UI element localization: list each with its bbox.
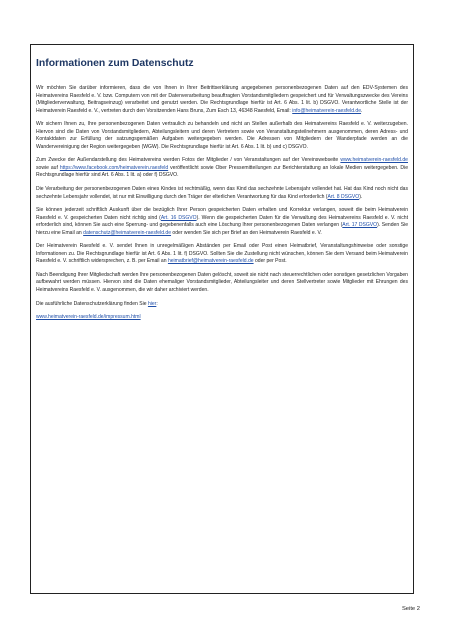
facebook-link[interactable]: https://www.facebook.com/heimatverein.raesfeld	[59, 164, 169, 171]
paragraph-impressum	[36, 314, 408, 322]
paragraph-deletion: Nach Beendigung Ihrer Mitgliedschaft werden Ihre personenbezogenen Daten gelöscht, soweit sie nicht nach steuerrechtlichen oder sonstigen gesetzlichen Vorgaben aufbewahrt werden müssen. Hiervon sind die Daten ehemaliger Vorstandsmitglieder, Abteilungsleiter und deren Stellvertreter sowie Mitglieder mit Ehrungen des Heimatvereins Raesfeld e. V. ausgenommen, die wir daher archiviert werden.	[36, 271, 408, 294]
page-number: Seite 2	[401, 606, 420, 612]
email-link-info[interactable]: info@heimatverein-raesfeld.de	[292, 107, 362, 114]
document-frame	[30, 44, 414, 594]
paragraph-photos: Zum Zwecke der Außendarstellung des Heimatvereins werden Fotos der Mitglieder / von Veranstaltungen auf der Vereinswebseite www.heimatverein-raesfeld.de sowie auf https://www.facebook.com/heimatverein.raesfeld veröffentlicht sowie Ober Pressemitteilungen zur Berichterstattung an lokale Medien weitergegeben. Die Rechtsgrundlage hierfür sind Art. 6 Abs. 1 lit. a) oder f) DSGVO.	[36, 157, 409, 179]
full-policy-link[interactable]: hier	[147, 300, 157, 307]
page-title: Informationen zum Datenschutz	[36, 58, 194, 69]
paragraph-confidentiality: Wir sichern Ihnen zu, Ihre personenbezogenen Daten vertraulich zu behandeln und nicht an Stellen außerhalb des Heimatvereins Raesfeld e. V. weiterzugeben. Hiervon sind die Daten von Vorstandsmitgliedern, Abteilungsleitern und deren Vertretern sowie von Veranstaltungsteilnehmern ausgenommen, deren Adress- und Kontaktdaten zur Erfüllung der satzungsgemäßen Aufgaben weitergegeben werden. Die Adressen von Mitgliedern der Wanderpfade werden an die Wandervereinigung der Region weitergegeben (WGW). Die Rechtsgrundlage hierfür ist Art. 6 Abs. 1 lit. b) und c) DSGVO.	[36, 121, 408, 150]
email-link-heimatbrief[interactable]: heimatbrief@heimatverein-raesfeld.de	[167, 258, 254, 265]
paragraph-rights: Sie können jederzeit schriftlich Auskunft über die bezüglich Ihrer Person gespeicherten Daten erhalten und Korrektur verlangen, soweit die beim Heimatverein Raesfeld e. V. gespeicherten Daten nicht richtig sind (Art. 16 DSGVO). Wenn die gespeicherten Daten für die Verwaltung des Heimatvereins Raesfeld e. V. nicht erforderlich sind, können Sie auch eine Sperrung- und gegebenenfalls auch eine Löschung Ihrer personenbezogenen Daten verlangen (Art. 17 DSGVO). Senden Sie hierzu eine Email an datenschutz@heimatverein-raesfeld.de oder wenden Sie sich per Brief an den Heimatverein Raesfeld e. V.	[36, 207, 408, 236]
paragraph-children: Die Verarbeitung der personenbezogenen Daten eines Kindes ist rechtmäßig, wenn das Kind das sechzehnte Lebensjahr vollendet hat. Hat das Kind noch nicht das sechzehnte Lebensjahr vollendet, ist nur mit Einwilligung durch den Träger der elterlichen Verantwortung für das Kind erforderlich (Art. 8 DSGVO).	[36, 186, 408, 200]
paragraph-data-processing: Wir möchten Sie darüber informieren, dass die von Ihnen in Ihrer Beitrittserklärung angegebenen personenbezogenen Daten auf den EDV-Systemen des Heimatvereins Raesfeld e. V. bzw. Computern von mit der Datenverarbeitung beauftragten Vorstandsmitgliedern gespeichert und für Verwaltungszwecke des Vereins (Mitgliederverwaltung, Beitragseinzug) verarbeitet und genutzt werden. Die Rechtsgrundlage hierfür ist Art. 6 Abs. 1 lit. b) DSGVO. Verantwortliche Stelle ist der Heimatverein Raesfeld e. V., vertreten durch den Vorsitzenden Hans Bruns, Zum Esch 13, 46348 Raesfeld, Email: info@heimatverein-raesfeld.de.	[36, 85, 408, 114]
art8-link[interactable]: Art. 8 DSGVO	[327, 193, 360, 200]
impressum-link[interactable]: www.heimatverein-raesfeld.de/impressum.html	[36, 314, 141, 321]
website-link[interactable]: www.heimatverein-raesfeld.de	[340, 157, 408, 164]
art17-link[interactable]: Art. 17 DSGVO	[342, 222, 378, 229]
art16-link[interactable]: Art. 16 DSGVO	[160, 214, 197, 221]
email-link-datenschutz[interactable]: datenschutz@heimatverein-raesfeld.de	[83, 229, 172, 236]
paragraph-full-policy: Die ausführliche Datenschutzerklärung finden Sie hier:	[36, 300, 158, 307]
paragraph-newsletter: Der Heimatverein Raesfeld e. V. sendet Ihnen in unregelmäßigen Abständen per Email oder Post einen Heimatbrief, Veranstaltungshinweise oder sonstige Informationen zu. Die Rechtsgrundlage hierfür ist Art. 6 Abs. 1 lit. f) DSGVO. Sollten Sie die Zustellung nicht wünschen, können Sie dem Versand beim Heimatverein Raesfeld e. V. schriftlich widersprechen, z. B. per Email an heimatbrief@heimatverein-raesfeld.de oder per Post.	[36, 243, 408, 265]
